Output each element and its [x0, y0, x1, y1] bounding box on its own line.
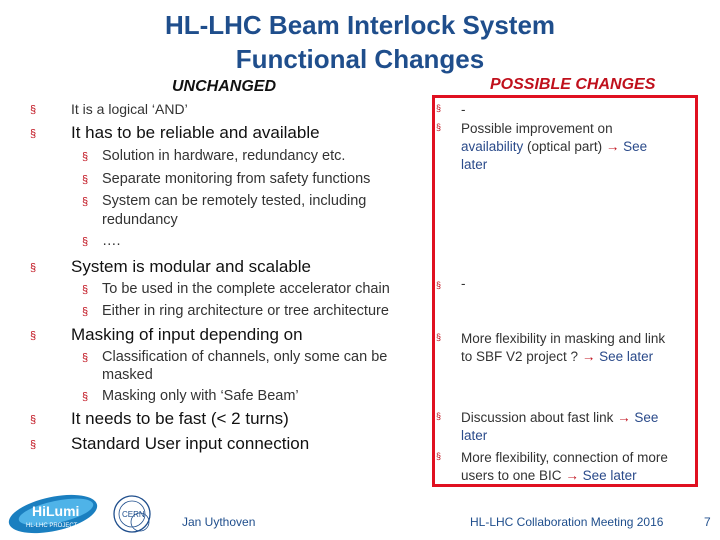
- bullet-icon: §: [436, 103, 442, 113]
- optical-part: (optical part): [527, 139, 603, 154]
- bullet-icon: §: [30, 104, 37, 116]
- sub-classification-1: Classification of channels, only some can be: [102, 349, 388, 365]
- bullet-icon: §: [30, 128, 37, 140]
- see-later-link-cont: later: [461, 428, 488, 443]
- change-masking-line2: to SBF V2 project ?: [461, 349, 579, 364]
- bullet-icon: §: [82, 174, 89, 186]
- change-more-users-line1: More flexibility, connection of more: [461, 450, 668, 465]
- see-later-link: See: [634, 410, 659, 425]
- arrow-right-icon: →: [617, 410, 631, 425]
- arrow-right-icon: →: [581, 349, 596, 364]
- arrow-right-icon: →: [605, 139, 620, 154]
- sub-ring-tree: Either in ring architecture or tree architecture: [102, 303, 389, 319]
- availability-word: availability: [461, 139, 524, 154]
- bullet-fast: It needs to be fast (< 2 turns): [71, 409, 289, 428]
- hilumi-logo-icon: [6, 494, 100, 534]
- bullet-user-input: Standard User input connection: [71, 434, 310, 453]
- slide-title-line2: Functional Changes: [235, 44, 485, 74]
- bullet-icon: §: [82, 151, 89, 163]
- sub-safe-beam: Masking only with ‘Safe Beam’: [102, 388, 299, 404]
- sub-accelerator-chain: To be used in the complete accelerator chain: [102, 281, 390, 297]
- possible-changes-heading: POSSIBLE CHANGES: [490, 76, 656, 93]
- change-more-users: [461, 449, 693, 485]
- slide-title-line1: HL-LHC Beam Interlock System: [164, 10, 556, 40]
- bullet-icon: §: [82, 236, 89, 248]
- bullet-icon: §: [436, 280, 442, 290]
- bullet-modular: System is modular and scalable: [71, 257, 312, 276]
- bullet-icon: §: [30, 439, 37, 451]
- see-later-link: See later: [599, 349, 654, 364]
- footer-event: HL-LHC Collaboration Meeting 2016: [470, 515, 664, 529]
- change-masking-line1: More flexibility in masking and link: [461, 331, 666, 346]
- cern-logo-icon: [110, 492, 154, 536]
- bullet-logical-and: It is a logical ‘AND’: [71, 101, 188, 117]
- see-later-link: See later: [582, 468, 637, 483]
- sub-remote-test-2: redundancy: [102, 212, 178, 228]
- bullet-icon: §: [436, 451, 442, 461]
- sub-separate-monitoring: Separate monitoring from safety functions: [102, 171, 371, 187]
- bullet-icon: §: [436, 332, 442, 342]
- hilumi-logo-text: HiLumi: [32, 503, 80, 519]
- arrow-right-icon: →: [565, 468, 579, 483]
- bullet-icon: §: [30, 262, 37, 274]
- change-masking: [461, 330, 693, 366]
- bullet-icon: §: [82, 284, 89, 296]
- footer: [0, 490, 720, 540]
- bullet-icon: §: [82, 352, 89, 364]
- cern-logo-text: CERN: [122, 510, 145, 519]
- change-fast-link-line1: Discussion about fast link: [461, 410, 614, 425]
- bullet-icon: §: [436, 411, 442, 421]
- change-availability: [461, 120, 691, 174]
- bullet-reliable: It has to be reliable and available: [71, 123, 320, 142]
- sub-ellipsis: ….: [102, 233, 121, 249]
- bullet-icon: §: [436, 122, 442, 132]
- bullet-icon: §: [82, 391, 89, 403]
- sub-classification-2: masked: [102, 367, 153, 383]
- change-availability-line1: Possible improvement on: [461, 121, 613, 136]
- bullet-icon: §: [82, 196, 89, 208]
- see-later-link-cont: later: [461, 157, 488, 172]
- change-none-2: -: [461, 276, 466, 291]
- bullet-icon: §: [82, 306, 89, 318]
- change-more-users-line2: users to one BIC: [461, 468, 562, 483]
- bullet-icon: §: [30, 330, 37, 342]
- bullet-masking: Masking of input depending on: [71, 325, 303, 344]
- page-number: 7: [704, 515, 711, 529]
- see-later-link: See: [623, 139, 648, 154]
- change-fast-link: [461, 409, 691, 445]
- unchanged-heading: UNCHANGED: [172, 78, 276, 95]
- sub-remote-test-1: System can be remotely tested, including: [102, 193, 367, 209]
- change-none-1: -: [461, 102, 466, 117]
- hilumi-logo-subtext: HL-LHC PROJECT: [26, 523, 78, 529]
- sub-solution-hardware: Solution in hardware, redundancy etc.: [102, 148, 346, 164]
- footer-author: Jan Uythoven: [182, 515, 256, 529]
- bullet-icon: §: [30, 414, 37, 426]
